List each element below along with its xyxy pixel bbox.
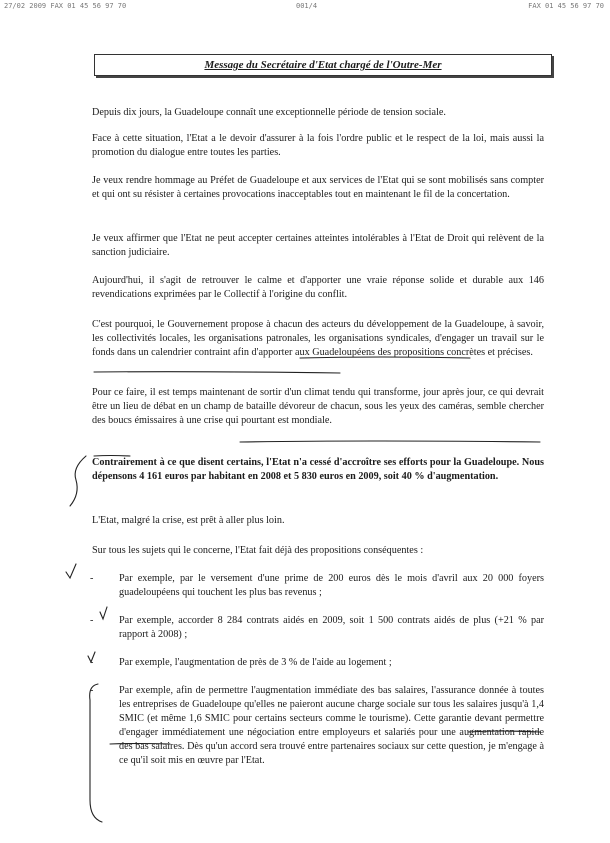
fax-header-left: 27/02 2009 FAX 01 45 56 97 70 bbox=[4, 2, 127, 10]
list-item bbox=[92, 656, 544, 670]
paragraph: Sur tous les sujets qui le concerne, l'Etat fait déjà des propositions conséquentes : bbox=[92, 545, 424, 556]
paragraph: Depuis dix jours, la Guadeloupe connaît une exceptionnelle période de tension sociale. bbox=[92, 107, 446, 118]
list-dash: - bbox=[90, 615, 94, 626]
list-item-text: Par exemple, accorder 8 284 contrats aidés en 2009, soit 1 500 contrats aidés de plus (+21 % par rapport à 2008) ; bbox=[119, 615, 544, 640]
paragraph: Je veux affirmer que l'Etat ne peut accepter certaines atteintes intolérables à l'Etat de Droit qui relèvent de la sanction judiciaire. bbox=[92, 233, 544, 258]
list-item bbox=[92, 572, 544, 600]
fax-header-page: 001/4 bbox=[296, 2, 318, 10]
page-title: Message du Secrétaire d'Etat chargé de l'Outre-Mer bbox=[204, 59, 442, 71]
list-item bbox=[92, 614, 544, 642]
list-item-text: Par exemple, par le versement d'une prime de 200 euros dès le mois d'avril aux 20 000 foyers guadeloupéens qui touchent les plus bas revenus ; bbox=[119, 573, 544, 598]
paragraph: Face à cette situation, l'Etat a le devoir d'assurer à la fois l'ordre public et le respect de la loi, mais aussi la promotion du dialogue entre toutes les parties. bbox=[92, 133, 544, 158]
check-mark bbox=[66, 564, 76, 578]
paragraph: Aujourd'hui, il s'agit de retrouver le calme et d'apporter une vraie réponse solide et durable aux 146 revendications exprimées par le Collectif à l'origine du conflit. bbox=[92, 275, 544, 300]
list-dash: - bbox=[90, 657, 94, 668]
list-item bbox=[92, 684, 544, 768]
bracket-mark bbox=[70, 456, 86, 506]
list-dash: - bbox=[90, 573, 94, 584]
list-item-text: Par exemple, afin de permettre l'augmentation immédiate des bas salaires, l'assurance donnée à toutes les entreprises de Guadeloupe qu'elles ne paieront aucune charge sociale sur tous les salaires jusqu'à 1,4 SMIC (et même 1,6 SMIC pour certains secteurs comme le tourisme). Cette garantie devant permettre d'engager immédiatement une négociation entre employeurs et salariés pour une augmentation rapide des bas salaires. Dès qu'un accord sera trouvé entre partenaires sociaux sur cette question, je m'engage à ce qu'il soit mis en œuvre par l'Etat. bbox=[119, 685, 544, 766]
list-dash: - bbox=[90, 685, 94, 696]
paragraph: Je veux rendre hommage au Préfet de Guadeloupe et aux services de l'Etat qui se sont mobilisés sans compter et qui ont su résister à certaines provocations inacceptables tout en maintenant le fil de la concertation. bbox=[92, 175, 544, 200]
paragraph: Pour ce faire, il est temps maintenant de sortir d'un climat tendu qui transforme, jour après jour, ce qui devrait être un lieu de débat en un champ de bataille dévoreur de chacun, sous les yeux des caméras, semble chercher des boucs émissaires à une crise qui pourtant est mondiale. bbox=[92, 387, 544, 426]
title-box bbox=[94, 54, 552, 76]
paragraph: C'est pourquoi, le Gouvernement propose à chacun des acteurs du développement de la Guadeloupe, à savoir, les collectivités locales, les organisations patronales, les organisations syndicales, d'engager un travail sur le fonds dans un calendrier contraint afin d'apporter aux Guadeloupéens des propositions concrètes et précises. bbox=[92, 319, 544, 358]
paragraph-emphasis: Contrairement à ce que disent certains, l'Etat n'a cessé d'accroître ses efforts pour la Guadeloupe. Nous dépensons 4 161 euros par habitant en 2008 et 5 830 euros en 2009, soit 40 % d'augmentation. bbox=[92, 457, 544, 482]
fax-header bbox=[0, 1, 610, 13]
paragraph: L'Etat, malgré la crise, est prêt à aller plus loin. bbox=[92, 515, 285, 526]
list-item-text: Par exemple, l'augmentation de près de 3 % de l'aide au logement ; bbox=[119, 657, 392, 668]
fax-header-right: FAX 01 45 56 97 70 bbox=[528, 2, 604, 10]
underline-stroke bbox=[94, 441, 540, 456]
